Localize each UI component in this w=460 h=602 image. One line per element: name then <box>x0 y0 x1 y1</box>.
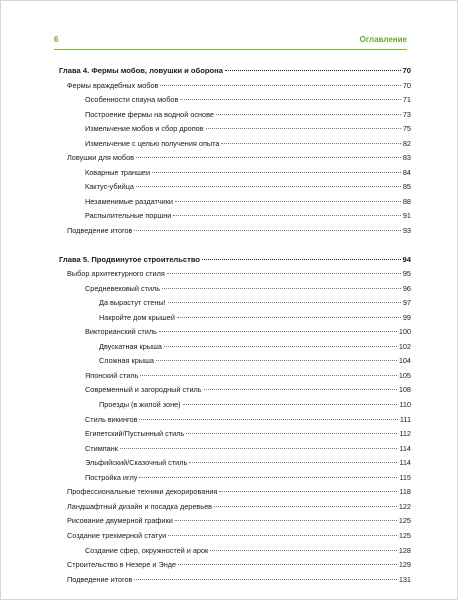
dot-leader <box>175 201 401 202</box>
toc-entry[interactable] <box>59 211 411 226</box>
toc-entry-label: Распылительные поршни <box>85 211 172 221</box>
toc-entry[interactable] <box>59 531 411 546</box>
dot-leader <box>202 259 400 260</box>
toc-entry[interactable] <box>59 400 411 415</box>
toc-page-number: 75 <box>402 124 411 134</box>
dot-leader <box>134 579 396 580</box>
toc-page-number: 115 <box>399 472 411 482</box>
running-title: Оглавление <box>359 35 407 44</box>
toc-entry[interactable] <box>59 356 411 371</box>
toc-entry-label: Современный и загородный стиль <box>85 385 202 395</box>
toc-page-number: 88 <box>402 196 411 206</box>
dot-leader <box>136 186 401 187</box>
dot-leader <box>225 70 401 71</box>
toc-entry[interactable] <box>59 385 411 400</box>
chapter-spacer <box>59 241 411 255</box>
toc-entry-label: Ловушки для мобов <box>67 153 135 163</box>
toc-page-number: 97 <box>402 298 411 308</box>
toc-entry-label: Измельчение мобов и сбор дропов <box>85 124 204 134</box>
toc-entry[interactable] <box>59 269 411 284</box>
toc-entry[interactable] <box>59 502 411 517</box>
toc-page-number: 104 <box>398 356 411 366</box>
toc-entry-label: Построение фермы на водной основе <box>85 109 214 119</box>
toc-page-number: 108 <box>398 385 411 395</box>
toc-page-number: 91 <box>402 211 411 221</box>
toc-entry[interactable] <box>59 153 411 168</box>
toc-entry-label: Подведение итогов <box>67 574 133 584</box>
dot-leader <box>139 419 397 420</box>
dot-leader <box>139 477 397 478</box>
toc-entry-label: Измельчение с целью получения опыта <box>85 138 220 148</box>
toc-entry-label: Проезды (в жилой зоне) <box>99 400 181 410</box>
dot-leader <box>168 535 397 536</box>
toc-entry[interactable] <box>59 110 411 125</box>
toc-page-number: 99 <box>402 312 411 322</box>
dot-leader <box>177 317 401 318</box>
toc-entry[interactable] <box>59 298 411 313</box>
toc-entry[interactable] <box>59 560 411 575</box>
toc-page-number: 94 <box>402 254 411 264</box>
dot-leader <box>164 346 397 347</box>
dot-leader <box>136 157 401 158</box>
toc-entry[interactable] <box>59 546 411 561</box>
toc-entry-label: Выбор архитектурного стиля <box>67 269 165 279</box>
toc-page-number: 128 <box>398 545 411 555</box>
toc-entry[interactable] <box>59 575 411 590</box>
toc-page-number: 102 <box>398 341 411 351</box>
dot-leader <box>204 389 397 390</box>
dot-leader <box>120 448 397 449</box>
toc-entry-label: Создание сфер, окружностей и арок <box>85 545 209 555</box>
toc-page-number: 73 <box>402 109 411 119</box>
toc-page-number: 111 <box>399 414 411 424</box>
toc-entry-label: Коварные траншеи <box>85 167 151 177</box>
toc-page-number: 112 <box>399 429 411 439</box>
toc-entry[interactable] <box>59 124 411 139</box>
toc-entry[interactable] <box>59 371 411 386</box>
toc-page-number: 122 <box>398 501 411 511</box>
toc-page-number: 110 <box>399 400 411 410</box>
toc-entry[interactable] <box>59 182 411 197</box>
toc-entry[interactable] <box>59 516 411 531</box>
toc-chapter[interactable] <box>59 66 411 81</box>
toc-page-number: 125 <box>398 530 411 540</box>
toc-entry[interactable] <box>59 342 411 357</box>
toc-entry-label: Средневековый стиль <box>85 283 161 293</box>
dot-leader <box>134 230 400 231</box>
toc-page-number: 114 <box>399 458 411 468</box>
dot-leader <box>221 143 400 144</box>
dot-leader <box>214 506 397 507</box>
toc-entry-label: Стиль викингов <box>85 414 138 424</box>
toc-entry[interactable] <box>59 139 411 154</box>
toc-page-number: 129 <box>398 560 411 570</box>
toc-page-number: 105 <box>398 370 411 380</box>
toc-entry-label: Кактус-убийца <box>85 182 134 192</box>
toc-page-number: 70 <box>402 66 411 75</box>
dot-leader <box>189 462 397 463</box>
dot-leader <box>183 404 398 405</box>
dot-leader <box>162 288 401 289</box>
toc-chapter[interactable] <box>59 255 411 270</box>
page-number: 6 <box>54 35 59 44</box>
toc-entry[interactable] <box>59 444 411 459</box>
toc-entry[interactable] <box>59 415 411 430</box>
toc-entry-label: Накройте дом крышей <box>99 312 175 322</box>
toc-page-number: 83 <box>402 153 411 163</box>
dot-leader <box>168 302 401 303</box>
toc-entry-label: Викторианский стиль <box>85 327 157 337</box>
toc-chapter-title: Глава 4. Фермы мобов, ловушки и оборона <box>59 66 223 75</box>
dot-leader <box>186 433 397 434</box>
toc-page-number: 100 <box>398 327 411 337</box>
toc-entry-label: Египетский/Пустынный стиль <box>85 429 185 439</box>
toc-page-number: 131 <box>398 574 411 584</box>
toc-entry-label: Строительство в Незере и Энде <box>67 560 177 570</box>
toc-entry-label: Да вырастут стены! <box>99 298 166 308</box>
dot-leader <box>219 491 397 492</box>
toc-entry[interactable] <box>59 168 411 183</box>
dot-leader <box>206 128 401 129</box>
toc-entry-label: Подведение итогов <box>67 226 133 236</box>
dot-leader <box>140 375 396 376</box>
toc-entry-label: Незаменимые раздатчики <box>85 196 173 206</box>
table-of-contents <box>59 66 411 589</box>
toc-page-number: 71 <box>402 95 411 105</box>
toc-page-number: 118 <box>399 487 411 497</box>
toc-page-number: 96 <box>402 283 411 293</box>
toc-entry[interactable] <box>59 327 411 342</box>
toc-entry[interactable] <box>59 313 411 328</box>
dot-leader <box>167 273 401 274</box>
toc-entry[interactable] <box>59 81 411 96</box>
dot-leader <box>216 114 401 115</box>
toc-page-number: 85 <box>402 182 411 192</box>
toc-entry[interactable] <box>59 95 411 110</box>
dot-leader <box>180 99 401 100</box>
toc-entry[interactable] <box>59 284 411 299</box>
page-header <box>54 35 407 50</box>
toc-page-number: 82 <box>402 138 411 148</box>
dot-leader <box>175 520 397 521</box>
dot-leader <box>178 564 397 565</box>
toc-page-number: 93 <box>402 226 411 236</box>
toc-entry-label: Японский стиль <box>85 370 139 380</box>
toc-entry[interactable] <box>59 458 411 473</box>
toc-entry-label: Сложная крыша <box>99 356 154 366</box>
toc-page-number: 70 <box>402 80 411 90</box>
toc-entry-label: Стимпанк <box>85 443 118 453</box>
toc-page-number: 84 <box>402 167 411 177</box>
toc-entry[interactable] <box>59 429 411 444</box>
toc-entry[interactable] <box>59 197 411 212</box>
dot-leader <box>173 215 400 216</box>
dot-leader <box>152 172 401 173</box>
dot-leader <box>210 550 397 551</box>
toc-entry-label: Особенности спауна мобов <box>85 95 179 105</box>
dot-leader <box>160 85 400 86</box>
toc-entry-label: Фермы враждебных мобов <box>67 80 159 90</box>
toc-page-number: 95 <box>402 269 411 279</box>
toc-entry[interactable] <box>59 226 411 241</box>
toc-entry-label: Создание трехмерной статуи <box>67 530 167 540</box>
dot-leader <box>159 331 397 332</box>
toc-entry-label: Постройка иглу <box>85 472 138 482</box>
toc-page-number: 125 <box>398 516 411 526</box>
toc-entry-label: Рисование двумерной графики <box>67 516 173 526</box>
toc-entry[interactable] <box>59 487 411 502</box>
dot-leader <box>156 360 397 361</box>
toc-entry-label: Двускатная крыша <box>99 341 162 351</box>
toc-entry[interactable] <box>59 473 411 488</box>
toc-entry-label: Ландшафтный дизайн и посадка деревьев <box>67 501 213 511</box>
toc-chapter-title: Глава 5. Продвинутое строительство <box>59 254 201 264</box>
toc-page-number: 114 <box>399 443 411 453</box>
toc-entry-label: Эльфийский/Сказочный стиль <box>85 458 188 468</box>
toc-entry-label: Профессиональные техники декорирования <box>67 487 218 497</box>
